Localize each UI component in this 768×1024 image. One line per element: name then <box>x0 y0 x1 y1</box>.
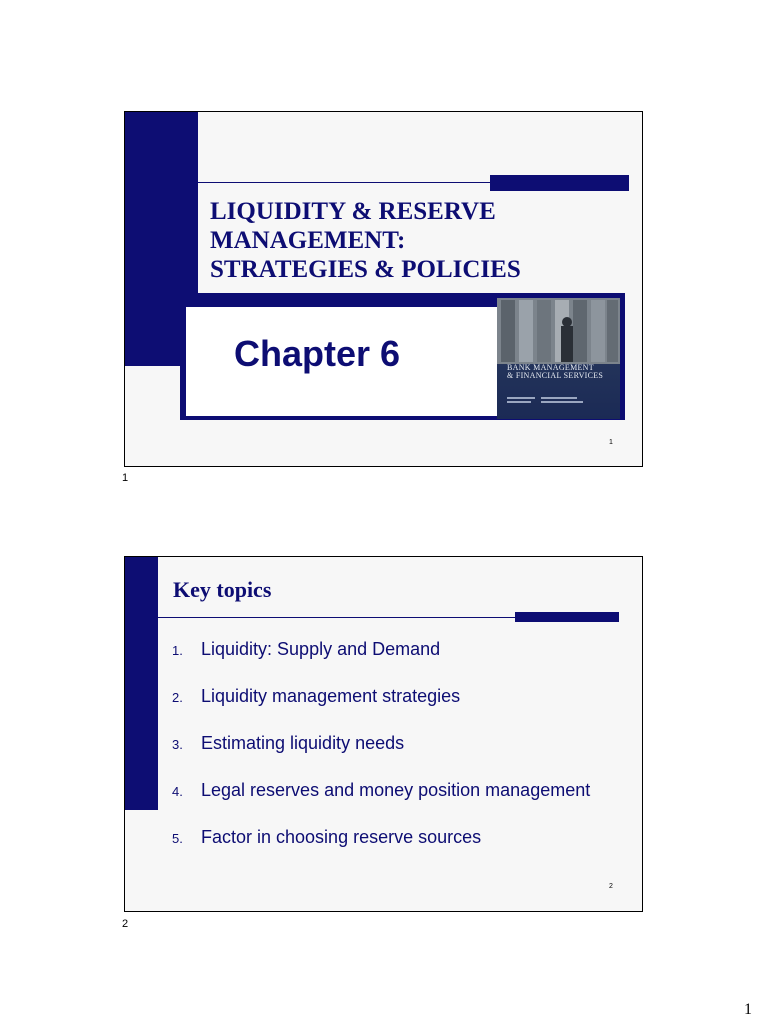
decorative-block <box>490 175 629 191</box>
building-photo <box>497 298 620 364</box>
item-number: 3. <box>172 737 183 752</box>
item-text: Liquidity management strategies <box>201 686 461 706</box>
slide-label-1: 1 <box>122 472 129 484</box>
item-text: Liquidity: Supply and Demand <box>201 639 441 659</box>
chapter-label: Chapter 6 <box>234 333 401 374</box>
title-line-1: LIQUIDITY & RESERVE <box>210 198 496 225</box>
list-item <box>172 733 590 780</box>
list-item <box>172 686 590 733</box>
slide-number: 2 <box>609 883 613 890</box>
chapter-box <box>186 307 497 416</box>
slide-title: Key topics <box>173 577 272 602</box>
list-item <box>172 639 590 686</box>
book-title <box>507 364 617 380</box>
book-authors <box>507 395 617 405</box>
slide-2 <box>124 556 643 912</box>
slide-label-2: 2 <box>122 918 129 930</box>
document-page-number: 1 <box>744 1001 752 1018</box>
decorative-line <box>158 617 515 618</box>
list-item <box>172 827 590 874</box>
item-number: 4. <box>172 784 183 799</box>
book-cover-image <box>497 298 620 419</box>
topic-list <box>172 639 590 874</box>
decorative-side-bar <box>125 557 158 810</box>
slide-1 <box>124 111 643 467</box>
book-title-line-2: & FINANCIAL SERVICES <box>507 371 604 380</box>
item-text: Estimating liquidity needs <box>201 733 405 753</box>
title-line-3: STRATEGIES & POLICIES <box>210 256 521 283</box>
decorative-block <box>515 612 619 622</box>
item-text: Legal reserves and money position management <box>201 780 591 800</box>
slide-number: 1 <box>609 439 613 446</box>
decorative-line <box>165 182 490 183</box>
title-line-2: MANAGEMENT: <box>210 227 406 254</box>
list-item <box>172 780 590 827</box>
slide-title <box>210 197 630 284</box>
book-title-line-1: BANK MANAGEMENT <box>507 363 594 372</box>
item-number: 2. <box>172 690 183 705</box>
item-number: 5. <box>172 831 183 846</box>
item-number: 1. <box>172 643 183 658</box>
item-text: Factor in choosing reserve sources <box>201 827 482 847</box>
